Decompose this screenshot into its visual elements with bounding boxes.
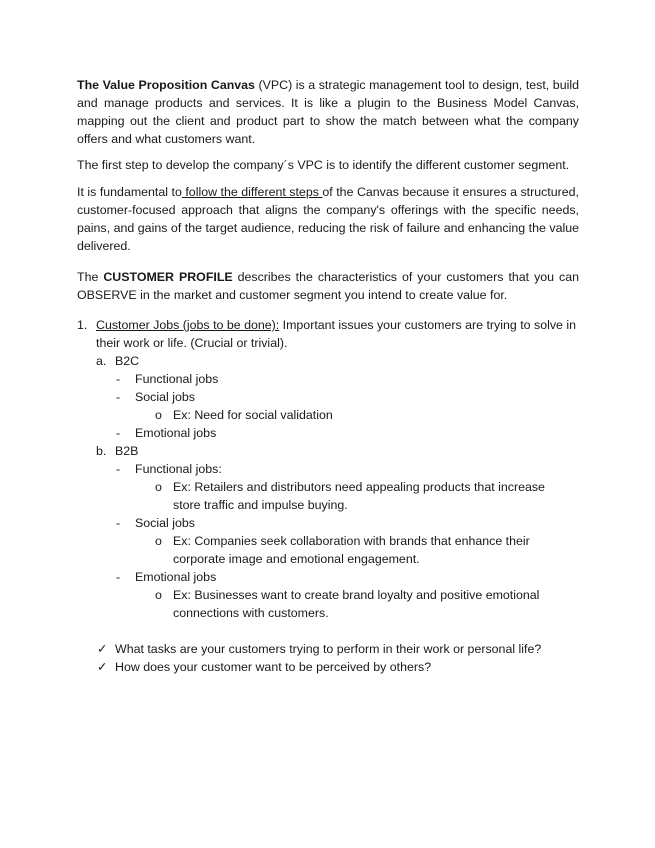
bullet-item bbox=[77, 424, 579, 442]
intro-text: (VPC) is a strategic management tool to design, test, build and manage products and services. It is like a plugin to the Business Model Canvas, mapping out the client and product part to show the match between what the company offers and what customers want. bbox=[77, 78, 579, 146]
example-item-continued bbox=[77, 550, 579, 568]
spacer bbox=[77, 622, 579, 640]
dash-bullet-icon: - bbox=[116, 372, 121, 386]
dash-bullet-icon: - bbox=[116, 516, 121, 530]
question-tasks: What tasks are your customers trying to perform in their work or personal life? bbox=[115, 642, 542, 656]
b2c-label: B2C bbox=[115, 354, 140, 368]
circle-bullet-icon: o bbox=[155, 408, 162, 422]
b2c-emotional-jobs: Emotional jobs bbox=[135, 426, 217, 440]
customer-jobs-title: Customer Jobs (jobs to be done): bbox=[96, 318, 280, 332]
list-item-customer-jobs bbox=[77, 316, 579, 352]
bullet-item bbox=[77, 460, 579, 478]
customer-profile-term: CUSTOMER PROFILE bbox=[103, 270, 233, 284]
sublist-item-b2b bbox=[77, 442, 579, 460]
sublist-marker: b. bbox=[96, 444, 107, 458]
circle-bullet-icon: o bbox=[155, 534, 162, 548]
profile-text-start: The bbox=[77, 270, 104, 284]
vpc-term: The Value Proposition Canvas bbox=[77, 78, 255, 92]
example-item bbox=[77, 586, 579, 604]
b2b-label: B2B bbox=[115, 444, 139, 458]
customer-jobs-list bbox=[77, 316, 579, 676]
dash-bullet-icon: - bbox=[116, 462, 121, 476]
first-step-paragraph: The first step to develop the company´s VPC is to identify the different customer segment. bbox=[77, 158, 570, 172]
dash-bullet-icon: - bbox=[116, 426, 121, 440]
document-body bbox=[77, 76, 579, 676]
b2b-functional-jobs: Functional jobs: bbox=[135, 462, 222, 476]
b2b-emotional-example: Ex: Businesses want to create brand loyalty and positive emotional bbox=[173, 588, 540, 602]
checklist-item bbox=[77, 658, 579, 676]
checkmark-icon: ✓ bbox=[97, 660, 108, 674]
b2b-emotional-jobs: Emotional jobs bbox=[135, 570, 217, 584]
circle-bullet-icon: o bbox=[155, 480, 162, 494]
b2b-social-example: Ex: Companies seek collaboration with brands that enhance their bbox=[173, 534, 530, 548]
question-perceived: How does your customer want to be perceived by others? bbox=[115, 660, 432, 674]
steps-text-end: of the Canvas because it ensures a structured, customer-focused approach that aligns the company's offerings with the specific needs, pains, and gains of the target audience, reducing the risk of failure and enhancing the value delivered. bbox=[77, 185, 579, 253]
steps-link[interactable]: follow the different steps bbox=[181, 185, 323, 199]
checkmark-icon: ✓ bbox=[97, 642, 108, 656]
checklist-item bbox=[77, 640, 579, 658]
b2c-social-example: Ex: Need for social validation bbox=[173, 408, 333, 422]
example-item bbox=[77, 406, 579, 424]
b2b-functional-example-cont: store traffic and impulse buying. bbox=[173, 498, 348, 512]
b2b-emotional-example-cont: connections with customers. bbox=[173, 606, 329, 620]
sublist-marker: a. bbox=[96, 354, 107, 368]
list-number: 1. bbox=[77, 318, 88, 332]
sublist-item-b2c bbox=[77, 352, 579, 370]
profile-text-end: describes the characteristics of your customers that you can OBSERVE in the market and customer segment you intend to create value for. bbox=[77, 270, 579, 302]
customer-profile-paragraph bbox=[77, 268, 579, 304]
bullet-item bbox=[77, 568, 579, 586]
example-item-continued bbox=[77, 496, 579, 514]
example-item bbox=[77, 532, 579, 550]
example-item bbox=[77, 478, 579, 496]
bullet-item bbox=[77, 388, 579, 406]
dash-bullet-icon: - bbox=[116, 390, 121, 404]
example-item-continued bbox=[77, 604, 579, 622]
steps-paragraph bbox=[77, 183, 579, 255]
dash-bullet-icon: - bbox=[116, 570, 121, 584]
circle-bullet-icon: o bbox=[155, 588, 162, 602]
b2c-functional-jobs: Functional jobs bbox=[135, 372, 219, 386]
b2b-social-example-cont: corporate image and emotional engagement. bbox=[173, 552, 420, 566]
steps-text-start: It is fundamental to bbox=[77, 185, 182, 199]
b2b-functional-example: Ex: Retailers and distributors need appealing products that increase bbox=[173, 480, 545, 494]
bullet-item bbox=[77, 370, 579, 388]
intro-paragraph bbox=[77, 76, 579, 148]
b2c-social-jobs: Social jobs bbox=[135, 390, 195, 404]
b2b-social-jobs: Social jobs bbox=[135, 516, 195, 530]
customer-jobs-description: Important issues your customers are trying to solve in their work or life. (Crucial or trivial). bbox=[96, 318, 577, 350]
bullet-item bbox=[77, 514, 579, 532]
